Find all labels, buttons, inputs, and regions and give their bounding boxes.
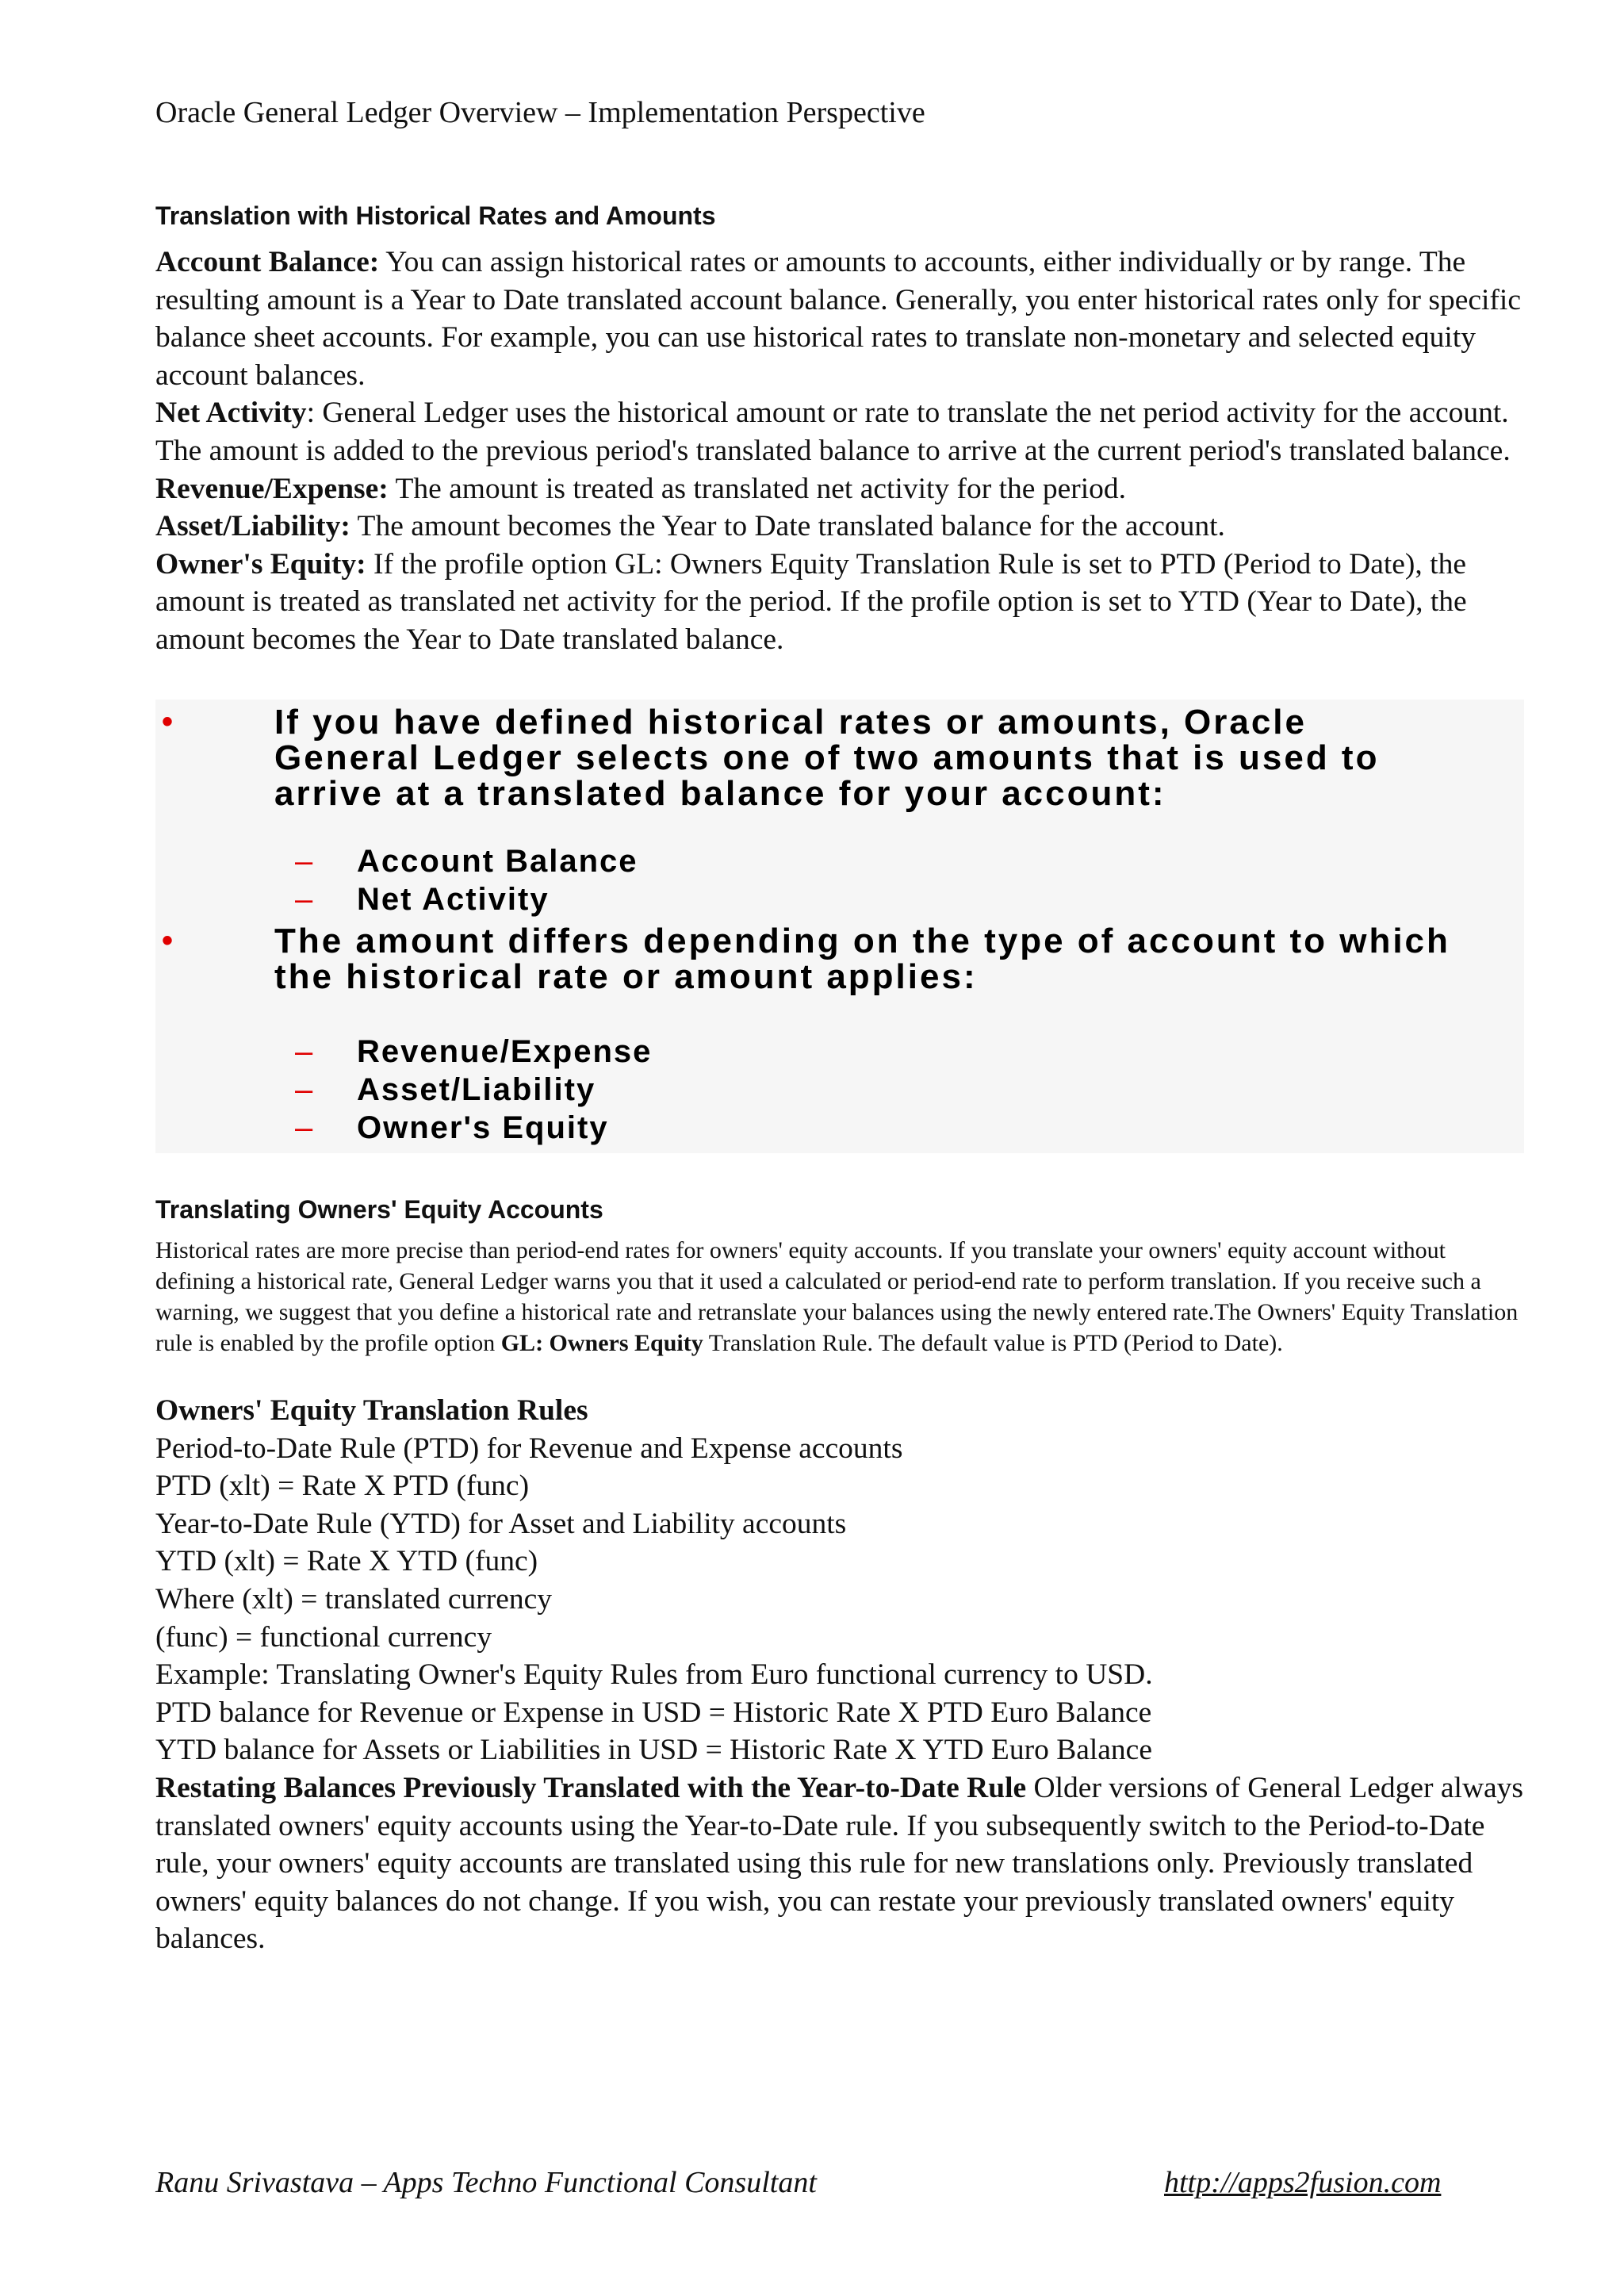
slide-sub-net-activity [295, 880, 550, 918]
rule-line: PTD balance for Revenue or Expense in USD = Historic Rate X PTD Euro Balance [155, 1696, 1152, 1729]
footer-author: Ranu Srivastava – Apps Techno Functional Consultant [155, 2166, 817, 2199]
label-owners-equity: Owner's Equity: [155, 547, 366, 581]
slide-bullet-2 [162, 922, 1465, 996]
rule-line: YTD (xlt) = Rate X YTD (func) [155, 1545, 538, 1578]
rule-line: (func) = functional currency [155, 1620, 492, 1654]
page-header: Oracle General Ledger Overview – Implementation Perspective [155, 96, 925, 129]
red-dash-icon: – [295, 1072, 315, 1107]
text-net-activity: : General Ledger uses the historical amount or rate to translate the net period activity for the account. The amount is added to the previous period's translated balance to arrive at the current period's translated balance. [155, 397, 1511, 467]
slide-sub-account-balance [295, 842, 638, 880]
para-revenue-expense [155, 470, 1527, 508]
slide-image [155, 700, 1524, 1153]
text-account-balance: You can assign historical rates or amounts to accounts, either individually or by range. The resulting amount is a Year to Date translated account balance. Generally, you enter historical rates only for specific balance sheet accounts. For example, you can use historical rates to translate non-monetary and selected equity account balances. [155, 246, 1521, 392]
owners-equity-text-a: Historical rates are more precise than period-end rates for owners' equity accounts. If you translate your owners' equity account without defining a historical rate, General Ledger warns you that it used a calculated or period-end rate to perform translation. If you receive such a warning, we suggest that you define a historical rate and retranslate your balances using the newly entered rate.The Owners' Equity Translation rule is enabled by the profile option [155, 1237, 1519, 1356]
label-revenue-expense: Revenue/Expense: [155, 472, 389, 505]
owners-equity-paragraph [155, 1235, 1527, 1359]
section-title-owners-equity: Translating Owners' Equity Accounts [155, 1195, 603, 1224]
para-account-balance [155, 243, 1527, 394]
para-owners-equity [155, 546, 1527, 659]
restating-label: Restating Balances Previously Translated with the Year-to-Date Rule [155, 1771, 1027, 1804]
slide-sub-owners-equity [295, 1109, 609, 1147]
slide-bullet-1 [162, 703, 1465, 813]
red-dash-icon: – [295, 844, 315, 879]
text-owners-equity: If the profile option GL: Owners Equity Translation Rule is set to PTD (Period to Date), the amount is treated as translated net activity for the period. If the profile option is set to YTD (Year to Date), the amount becomes the Year to Date translated balance. [155, 547, 1467, 656]
rule-line: PTD (xlt) = Rate X PTD (func) [155, 1470, 530, 1503]
restating-paragraph [155, 1769, 1527, 1958]
rule-line: Where (xlt) = translated currency [155, 1582, 553, 1616]
slide-sub-text: Account Balance [357, 844, 638, 879]
owners-equity-profile-bold: GL: Owners Equity [500, 1330, 703, 1356]
slide-bullet-1-text: If you have defined historical rates or amounts, Oracle General Ledger selects one of two amounts that is used to arrive at a translated balance for your account: [274, 703, 1380, 813]
owners-equity-text-b: Translation Rule. The default value is PTD (Period to Date). [703, 1330, 1283, 1356]
restating-text: Older versions of General Ledger always translated owners' equity accounts using the Year-to-Date rule. If you subsequently switch to the Period-to-Date rule, your owners' equity accounts are translated using this rule for new translations only. Previously translated owners' equity balances do not change. If you wish, you can restate your previously translated owners' equity balances. [155, 1771, 1524, 1956]
slide-sub-text: Owner's Equity [357, 1110, 609, 1145]
rule-line: Year-to-Date Rule (YTD) for Asset and Liability accounts [155, 1507, 847, 1540]
label-account-balance: Account Balance: [155, 246, 380, 278]
slide-bullet-2-text: The amount differs depending on the type of account to which the historical rate or amount applies: [274, 922, 1450, 996]
translation-rules-body [155, 1392, 1527, 1958]
rule-line: Example: Translating Owner's Equity Rules from Euro functional currency to USD. [155, 1658, 1153, 1692]
label-net-activity: Net Activity [155, 397, 307, 430]
text-asset-liability: The amount becomes the Year to Date translated balance for the account. [350, 510, 1225, 543]
slide-sub-text: Asset/Liability [357, 1072, 596, 1107]
rule-line: Period-to-Date Rule (PTD) for Revenue and Expense accounts [155, 1432, 903, 1465]
section-title-translation-rules: Owners' Equity Translation Rules [155, 1394, 588, 1427]
red-bullet-icon: • [162, 923, 176, 958]
para-net-activity [155, 394, 1527, 470]
red-dash-icon: – [295, 882, 315, 917]
footer-url-link[interactable]: http://apps2fusion.com [1164, 2166, 1442, 2199]
section-title-historical: Translation with Historical Rates and Amounts [155, 201, 716, 230]
slide-sub-revenue-expense [295, 1033, 652, 1071]
red-bullet-icon: • [162, 704, 176, 739]
red-dash-icon: – [295, 1110, 315, 1145]
historical-rates-body [155, 243, 1527, 659]
slide-sub-text: Net Activity [357, 882, 550, 917]
para-asset-liability [155, 508, 1527, 546]
slide-sub-asset-liability [295, 1071, 596, 1109]
slide-sub-text: Revenue/Expense [357, 1034, 653, 1069]
label-asset-liability: Asset/Liability: [155, 510, 350, 543]
text-revenue-expense: The amount is treated as translated net activity for the period. [388, 472, 1126, 505]
red-dash-icon: – [295, 1034, 315, 1069]
rule-line: YTD balance for Assets or Liabilities in USD = Historic Rate X YTD Euro Balance [155, 1734, 1152, 1767]
